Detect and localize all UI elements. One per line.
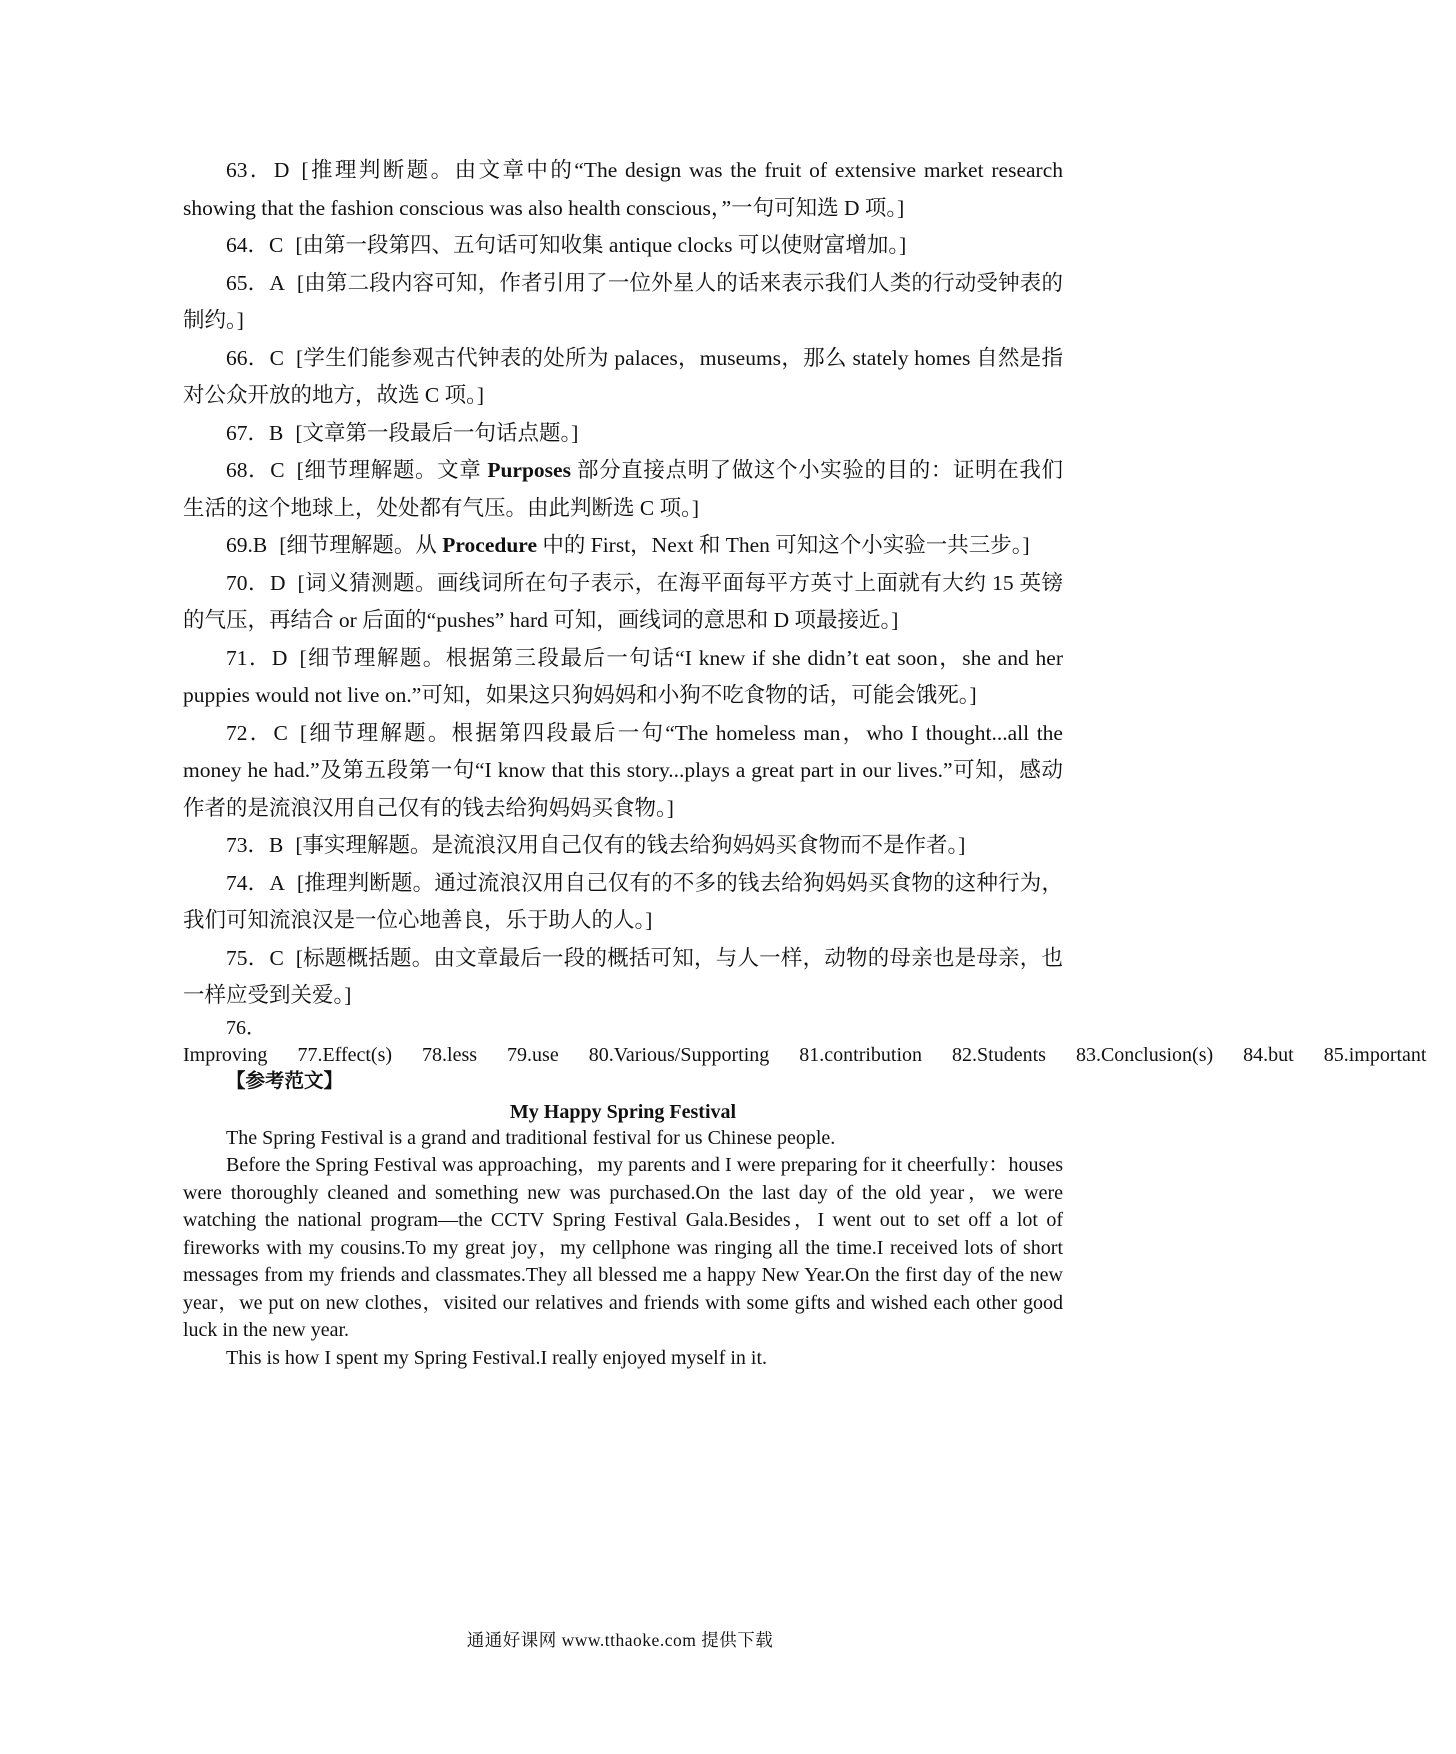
answer-number: 65．: [226, 270, 270, 295]
answer-number: 64．: [226, 233, 270, 257]
answer-item: [183, 452, 1063, 527]
answer-explanation: [文章第一段最后一句话点题。]: [295, 420, 579, 445]
answer-explanation: [推理判断题。通过流浪汉用自己仅有的不多的钱去给狗妈妈买食物的这种行为，我们可知流浪汉是一位心地善良，乐于助人的人。]: [183, 870, 1063, 932]
blank-answer: 80.Various/Supporting: [588, 1043, 770, 1066]
blank-answer: 82.Students: [952, 1043, 1046, 1066]
blank-answer: 78.less: [422, 1043, 478, 1066]
answer-explanation: [细节理解题。文章: [296, 458, 488, 482]
blank-answer: 85.important: [1323, 1043, 1427, 1066]
answer-item: [183, 640, 1063, 715]
answer-list: [183, 152, 1063, 1015]
answer-keyword: Procedure: [442, 533, 537, 557]
answer-number: 72．: [226, 720, 274, 745]
answer-key: B: [252, 533, 268, 557]
answer-key: B: [269, 833, 284, 857]
answer-explanation: [由第一段第四、五句话可知收集 antique clocks 可以使财富增加。]: [295, 233, 907, 257]
answer-explanation: [词义猜测题。画线词所在句子表示，在海平面每平方英寸上面就有大约 15 英镑的气压，再结合 or 后面的“pushes” hard 可知，画线词的意思和 D 项最接近。]: [183, 570, 1063, 632]
fill-blank-answers: [183, 1015, 1427, 1069]
answer-item: [183, 865, 1063, 940]
answer-item: [183, 715, 1063, 828]
answer-item: [183, 940, 1063, 1015]
blank-answer: 81.contribution: [799, 1043, 923, 1066]
answer-key: C: [270, 458, 285, 482]
answer-explanation: [细节理解题。根据第四段最后一句“The homeless man，who I thought...all the money he had.”及第五段第一句“I know that this story...plays a great part in our lives.”可知，感动作者的是流浪汉用自己仅有的钱去给狗妈妈买食物。]: [183, 720, 1063, 820]
answer-explanation: [学生们能参观古代钟表的处所为 palaces，museums，那么 stately homes 自然是指对公众开放的地方，故选 C 项。]: [183, 345, 1063, 407]
answer-number: 73．: [226, 833, 270, 857]
answer-item: [183, 415, 1063, 453]
answer-key: C: [269, 233, 284, 257]
answer-key: D: [269, 570, 286, 595]
answer-explanation: [细节理解题。从: [279, 533, 443, 557]
answer-explanation: [标题概括题。由文章最后一段的概括可知，与人一样，动物的母亲也是母亲，也一样应受到关爱。]: [183, 945, 1063, 1007]
essay-paragraph: The Spring Festival is a grand and traditional festival for us Chinese people.: [226, 1126, 836, 1149]
answer-key: C: [273, 720, 288, 745]
essay-paragraph: Before the Spring Festival was approaching，my parents and I were preparing for it cheerfully：houses were thoroughly cleaned and something new was purchased.On the last day of the old year，we were watching the national program—the CCTV Spring Festival Gala.Besides，I went out to set off a lot of fireworks with my cousins.To my great joy，my cellphone was ringing all the time.I received lots of short messages from my friends and classmates.They all blessed me a happy New Year.On the first day of the new year，we put on new clothes，visited our relatives and friends with some gifts and wished each other good luck in the new year.: [183, 1154, 1063, 1341]
answer-key: A: [269, 870, 285, 895]
blank-answer: 77.Effect(s): [297, 1043, 393, 1066]
answer-explanation: [推理判断题。由文章中的“The design was the fruit of extensive market research showing that the fashion conscious was also health conscious，”一句可知选 D 项。]: [183, 158, 1063, 220]
answer-number: 68．: [226, 458, 271, 482]
answer-number: 63．: [226, 158, 274, 182]
answer-explanation: 部分直接点明了做这个小实验的目的：证明在我们生活的这个地球上，处处都有气压。由此判断选 C 项。]: [183, 458, 1063, 520]
answer-explanation: 中的 First，Next 和 Then 可知这个小实验一共三步。]: [537, 533, 1030, 557]
answer-item: [183, 340, 1063, 415]
answer-key: C: [269, 945, 284, 970]
answer-number: 74．: [226, 870, 270, 895]
reference-label: 【参考范文】: [226, 1070, 344, 1092]
essay-title: My Happy Spring Festival: [509, 1100, 737, 1123]
answer-item: [183, 527, 1063, 565]
answer-section: [183, 152, 1427, 1372]
answer-number: 66．: [226, 345, 270, 370]
blank-answer: 79.use: [507, 1043, 559, 1066]
answer-number: 70．: [226, 570, 270, 595]
answer-number: 69.: [226, 533, 253, 557]
answer-key: C: [269, 345, 284, 370]
page-footer: 通通好课网 www.tthaoke.com 提供下载: [466, 1630, 774, 1650]
answer-key: D: [271, 645, 288, 670]
essay-paragraph: This is how I spent my Spring Festival.I really enjoyed myself in it.: [226, 1346, 768, 1369]
blank-answer: 83.Conclusion(s): [1075, 1043, 1214, 1066]
answer-number: 67．: [226, 420, 270, 445]
answer-number: 75．: [226, 945, 270, 970]
answer-key: A: [269, 270, 285, 295]
answer-key: D: [273, 158, 290, 182]
blank-answer: 76．Improving: [183, 1016, 268, 1066]
answer-number: 71．: [226, 645, 272, 670]
blank-answer: 84.but: [1243, 1043, 1294, 1066]
answer-keyword: Purposes: [487, 458, 571, 482]
answer-item: [183, 565, 1063, 640]
answer-item: [183, 227, 1063, 265]
answer-explanation: [细节理解题。根据第三段最后一句话“I knew if she didn’t eat soon，she and her puppies would not live on.”可知，如果这只狗妈妈和小狗不吃食物的话，可能会饿死。]: [183, 645, 1063, 707]
essay-body: [183, 1125, 1063, 1373]
answer-item: [183, 827, 1063, 865]
answer-explanation: [由第二段内容可知，作者引用了一位外星人的话来表示我们人类的行动受钟表的制约。]: [183, 270, 1063, 332]
answer-key: B: [269, 420, 284, 445]
answer-item: [183, 265, 1063, 340]
answer-explanation: [事实理解题。是流浪汉用自己仅有的钱去给狗妈妈买食物而不是作者。]: [295, 833, 966, 857]
answer-item: [183, 152, 1063, 227]
